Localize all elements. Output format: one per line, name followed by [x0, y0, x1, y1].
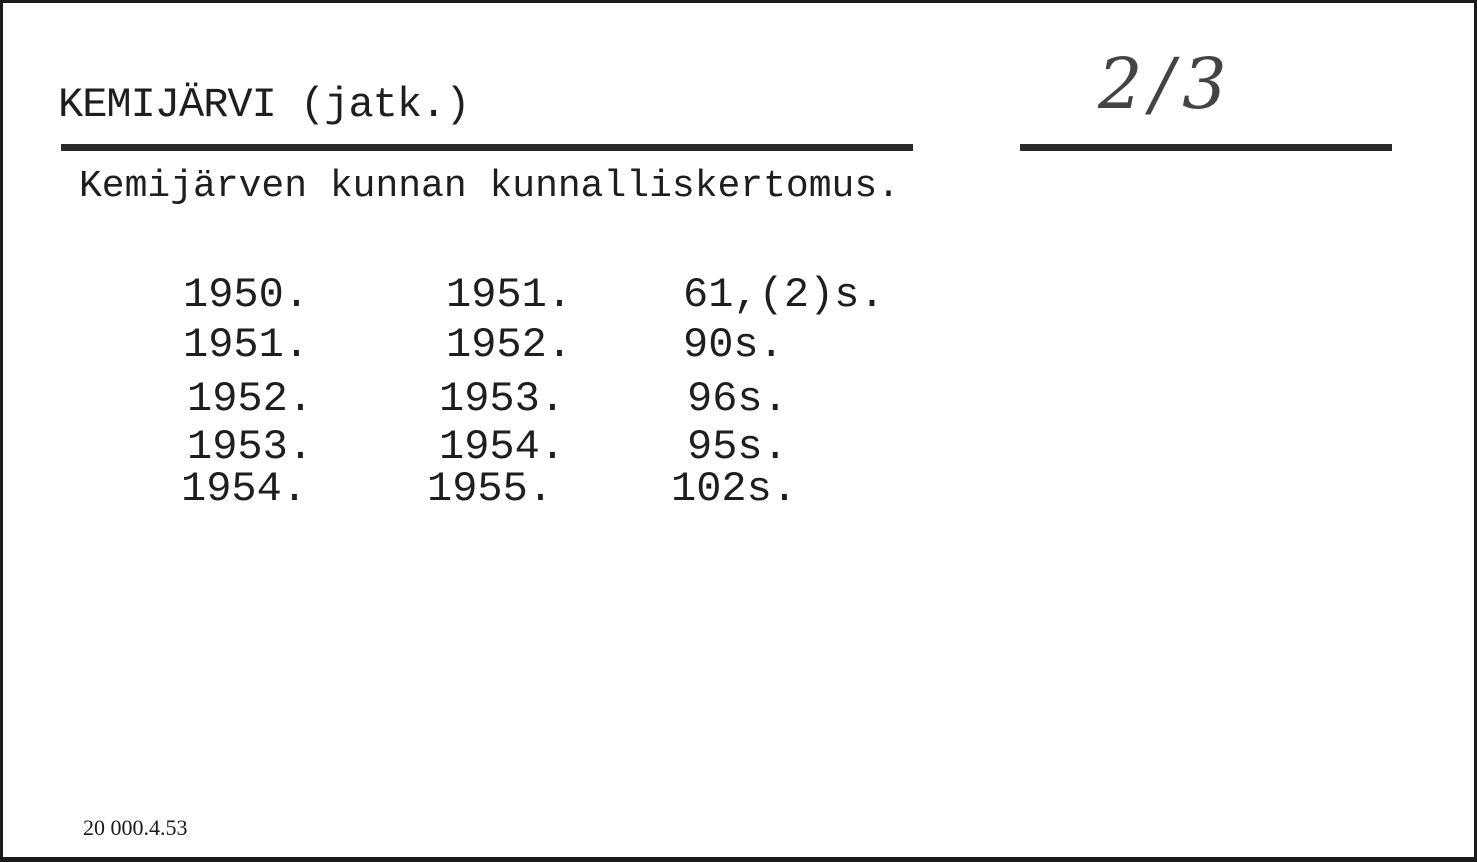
row-pages: 96s. [687, 375, 788, 423]
heading-rule-left [61, 144, 913, 151]
print-code: 20 000.4.53 [83, 815, 188, 840]
row-year-to: 1953. [439, 375, 566, 423]
row-year-to: 1955. [427, 465, 554, 513]
row-year-from: 1952. [187, 375, 314, 423]
row-year-from: 1953. [187, 423, 314, 471]
row-year-from: 1954. [181, 465, 308, 513]
card-heading: KEMIJÄRVI (jatk.) [58, 81, 470, 129]
row-pages: 102s. [671, 465, 798, 513]
row-year-to: 1951. [446, 271, 573, 319]
row-year-to: 1952. [446, 321, 573, 369]
card-number: 2/3 [1098, 43, 1235, 125]
row-year-to: 1954. [439, 423, 566, 471]
row-pages: 95s. [687, 423, 788, 471]
row-year-from: 1950. [183, 271, 310, 319]
row-pages: 61,(2)s. [683, 271, 885, 319]
card-subtitle: Kemijärven kunnan kunnalliskertomus. [79, 165, 900, 208]
row-year-from: 1951. [183, 321, 310, 369]
row-pages: 90s. [683, 321, 784, 369]
heading-rule-right [1020, 144, 1392, 151]
